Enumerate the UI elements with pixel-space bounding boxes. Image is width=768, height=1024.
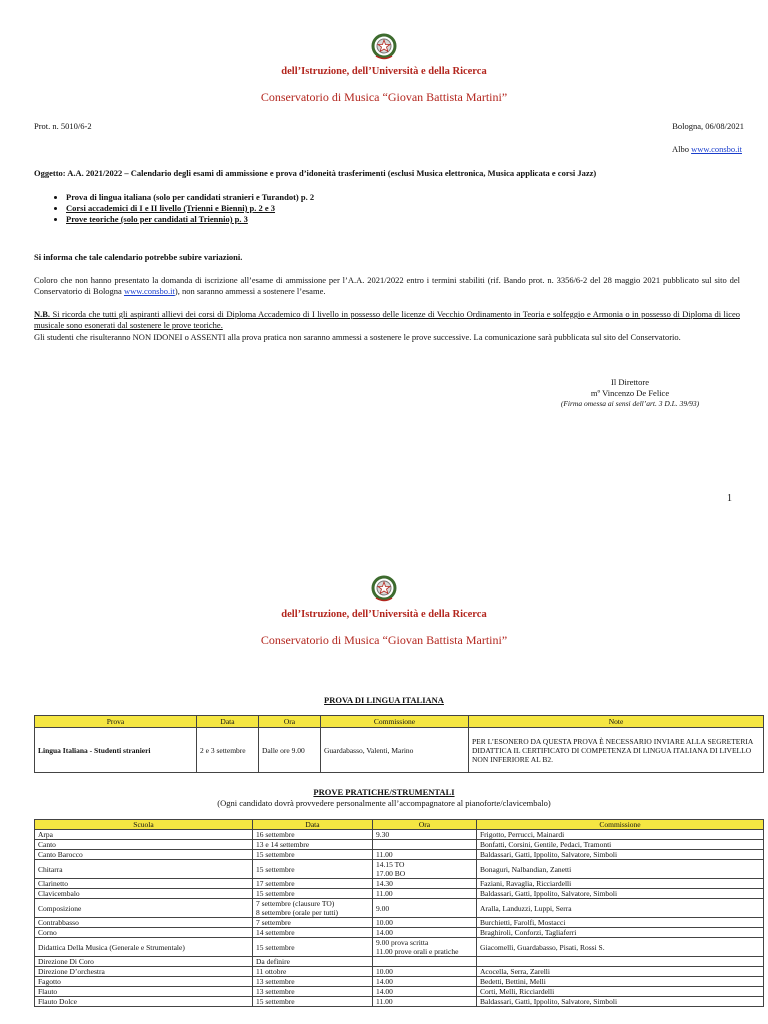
column-header: Commissione: [477, 820, 764, 830]
cell-commissione: Bonfatti, Corsini, Gentile, Pedaci, Tramonti: [477, 840, 764, 850]
column-header: Data: [253, 820, 373, 830]
table-row: [35, 850, 764, 860]
ministry-heading: dell’Istruzione, dell’Università e della Ricerca: [281, 609, 487, 620]
column-header: Prova: [35, 716, 197, 728]
signature-note: (Firma omessa ai sensi dell’art. 3 D.L. 39/93): [560, 399, 700, 408]
cell-ora: 14.30: [373, 879, 477, 889]
column-header: Ora: [259, 716, 321, 728]
cell-commissione: Frigotto, Perrucci, Mainardi: [477, 830, 764, 840]
cell-scuola: Chitarra: [35, 860, 253, 879]
cell-scuola: Clavicembalo: [35, 889, 253, 899]
column-header: Commissione: [321, 716, 469, 728]
table-row: [35, 918, 764, 928]
cell-ora: 9.00: [373, 899, 477, 918]
protocol-number: Prot. n. 5010/6-2: [34, 121, 92, 131]
cell-commissione: Baldassari, Gatti, Ippolito, Salvatore, Simboli: [477, 997, 764, 1007]
cell-data: 14 settembre: [253, 928, 373, 938]
cell-commissione: Burchietti, Farolfi, Mostacci: [477, 918, 764, 928]
cell-data: 16 settembre: [253, 830, 373, 840]
conservatory-heading: Conservatorio di Musica “Giovan Battista Martini”: [260, 90, 508, 104]
cell-data: 15 settembre: [253, 850, 373, 860]
cell-ora: [373, 957, 477, 967]
table-row: [35, 938, 764, 957]
cell-data: 15 settembre: [253, 997, 373, 1007]
cell-scuola: Direzione Di Coro: [35, 957, 253, 967]
column-header: Note: [469, 716, 764, 728]
table-row: [35, 957, 764, 967]
pratiche-header-row: [35, 820, 764, 830]
cell-ora: 11.00: [373, 850, 477, 860]
cell-scuola: Flauto Dolce: [35, 997, 253, 1007]
cell-commissione: Guardabasso, Valenti, Marino: [321, 728, 469, 773]
cell-scuola: Composizione: [35, 899, 253, 918]
cell-ora: 9.30: [373, 830, 477, 840]
contents-item: • Prove teoriche (solo per candidati al Triennio) p. 3: [66, 214, 314, 225]
cell-data: 11 ottobre: [253, 967, 373, 977]
cell-data: 2 e 3 settembre: [197, 728, 259, 773]
table-row: [35, 889, 764, 899]
cell-ora: 14.00: [373, 987, 477, 997]
table-row: [35, 830, 764, 840]
cell-ora: 14.00: [373, 977, 477, 987]
cell-commissione: Braghiroli, Conforzi, Tagliaferri: [477, 928, 764, 938]
contents-item: • Prova di lingua italiana (solo per candidati stranieri e Turandot) p. 2: [66, 192, 314, 203]
lingua-table: [34, 715, 764, 773]
cell-scuola: Arpa: [35, 830, 253, 840]
lingua-section-title: PROVA DI LINGUA ITALIANA: [324, 695, 444, 705]
table-row: [35, 879, 764, 889]
cell-scuola: Fagotto: [35, 977, 253, 987]
albo-line: [672, 144, 742, 155]
cell-ora: 10.00: [373, 918, 477, 928]
cell-commissione: Bedetti, Bettini, Melli: [477, 977, 764, 987]
ministry-heading: dell’Istruzione, dell’Università e della Ricerca: [281, 66, 487, 77]
table-row: [35, 987, 764, 997]
director-name: mº Vincenzo De Felice: [590, 388, 670, 398]
lingua-header-row: [35, 716, 764, 728]
cell-ora: Dalle ore 9.00: [259, 728, 321, 773]
cell-data: 17 settembre: [253, 879, 373, 889]
table-row: [35, 997, 764, 1007]
cell-ora: 10.00: [373, 967, 477, 977]
table-row: [35, 860, 764, 879]
subject-line: Oggetto: A.A. 2021/2022 – Calendario degli esami di ammissione e prova d’idoneità trasferimenti (esclusi Musica elettronica, Musica applicata e corsi Jazz): [34, 168, 597, 178]
cell-ora: 11.00: [373, 889, 477, 899]
cell-scuola: Contrabbasso: [35, 918, 253, 928]
cell-commissione: Aralla, Landuzzi, Luppi, Serra: [477, 899, 764, 918]
pratiche-section-title: PROVE PRATICHE/STRUMENTALI: [313, 787, 455, 797]
cell-commissione: Bonaguri, Nalbandian, Zanetti: [477, 860, 764, 879]
italian-republic-emblem-icon: [370, 32, 398, 62]
nb-label: N.B.: [34, 309, 51, 319]
cell-commissione: Baldassari, Gatti, Ippolito, Salvatore, Simboli: [477, 850, 764, 860]
page-number: 1: [727, 493, 732, 504]
italian-republic-emblem-icon: [370, 574, 398, 604]
unfit-absent-paragraph: Gli studenti che risulteranno NON IDONEI o ASSENTI alla prova pratica non saranno ammessi a sostenere le prove successive. La comunicazione sarà pubblicata sul sito del Conservatorio.: [34, 332, 681, 342]
contents-item: • Corsi accademici di I e II livello (Trienni e Bienni) p. 2 e 3: [66, 203, 314, 214]
cell-ora: 14.00: [373, 928, 477, 938]
table-row: [35, 928, 764, 938]
column-header: Data: [197, 716, 259, 728]
cell-data: 7 settembre (clausure TO) 8 settembre (orale per tutti): [253, 899, 373, 918]
cell-commissione: Acocella, Serra, Zarelli: [477, 967, 764, 977]
late-application-paragraph: Coloro che non hanno presentato la domanda di iscrizione all’esame di ammissione per l’A.A. 2021/2022 entro i termini stabiliti (rif. Bando prot. n. 3356/6-2 del 28 maggio 2021 pubblicato sul sito del Conservatorio di Bologna www.consbo.it), non saranno ammessi a sostenere l’esame.: [34, 275, 740, 296]
cell-data: 15 settembre: [253, 889, 373, 899]
table-row: [35, 967, 764, 977]
cell-scuola: Canto: [35, 840, 253, 850]
cell-ora: 9.00 prova scritta 11.00 prove orali e pratiche: [373, 938, 477, 957]
conservatory-heading: Conservatorio di Musica “Giovan Battista Martini”: [260, 633, 508, 647]
director-title: Il Direttore: [611, 377, 649, 387]
nb-paragraph: [34, 309, 740, 331]
pratiche-subtitle: (Ogni candidato dovrà provvedere personalmente all’accompagnatore al pianoforte/clavicembalo): [217, 798, 551, 808]
pratiche-table: [34, 819, 764, 1007]
table-row: [35, 728, 764, 773]
albo-label: Albo: [671, 144, 692, 154]
cell-prova: Lingua Italiana - Studenti stranieri: [35, 728, 197, 773]
cell-note: PER L’ESONERO DA QUESTA PROVA È NECESSARIO INVIARE ALLA SEGRETERIA DIDATTICA IL CERTIFICATO DI COMPETENZA DI LINGUA ITALIANA DI LIVELLO NON INFERIORE AL B2.: [469, 728, 764, 773]
cell-commissione: Giacomelli, Guardabasso, Pisati, Rossi S.: [477, 938, 764, 957]
cell-ora: 11.00: [373, 997, 477, 1007]
cell-data: 7 settembre: [253, 918, 373, 928]
column-header: Scuola: [35, 820, 253, 830]
table-row: [35, 977, 764, 987]
website-link[interactable]: www.consbo.it: [123, 286, 175, 296]
cell-scuola: Flauto: [35, 987, 253, 997]
cell-scuola: Clarinetto: [35, 879, 253, 889]
table-row: [35, 840, 764, 850]
cell-scuola: Corno: [35, 928, 253, 938]
cell-data: 15 settembre: [253, 860, 373, 879]
cell-ora: 14.15 TO 17.00 BO: [373, 860, 477, 879]
table-row: [35, 899, 764, 918]
cell-scuola: Direzione D’orchestra: [35, 967, 253, 977]
cell-scuola: Didattica Della Musica (Generale e Strumentale): [35, 938, 253, 957]
cell-commissione: Faziani, Ravaglia, Ricciardelli: [477, 879, 764, 889]
albo-link[interactable]: www.consbo.it: [691, 144, 742, 154]
cell-data: 13 settembre: [253, 987, 373, 997]
contents-list: [48, 192, 314, 225]
variation-notice: Si informa che tale calendario potrebbe subire variazioni.: [34, 252, 243, 262]
cell-commissione: [477, 957, 764, 967]
column-header: Ora: [373, 820, 477, 830]
cell-scuola: Canto Barocco: [35, 850, 253, 860]
place-date: Bologna, 06/08/2021: [672, 121, 744, 131]
cell-data: 15 settembre: [253, 938, 373, 957]
cell-data: 13 settembre: [253, 977, 373, 987]
cell-ora: [373, 840, 477, 850]
nb-text: Si ricorda che tutti gli aspiranti allievi dei corsi di Diploma Accademico di I livello in possesso delle licenze di Vecchio Ordinamento in Teoria e solfeggio e Armonia o in possesso di Diploma di liceo musicale sono esonerati dal sostenere le prove teoriche.: [34, 309, 740, 330]
cell-commissione: Corti, Melli, Ricciardelli: [477, 987, 764, 997]
cell-commissione: Baldassari, Gatti, Ippolito, Salvatore, Simboli: [477, 889, 764, 899]
cell-data: 13 e 14 settembre: [253, 840, 373, 850]
cell-data: Da definire: [253, 957, 373, 967]
